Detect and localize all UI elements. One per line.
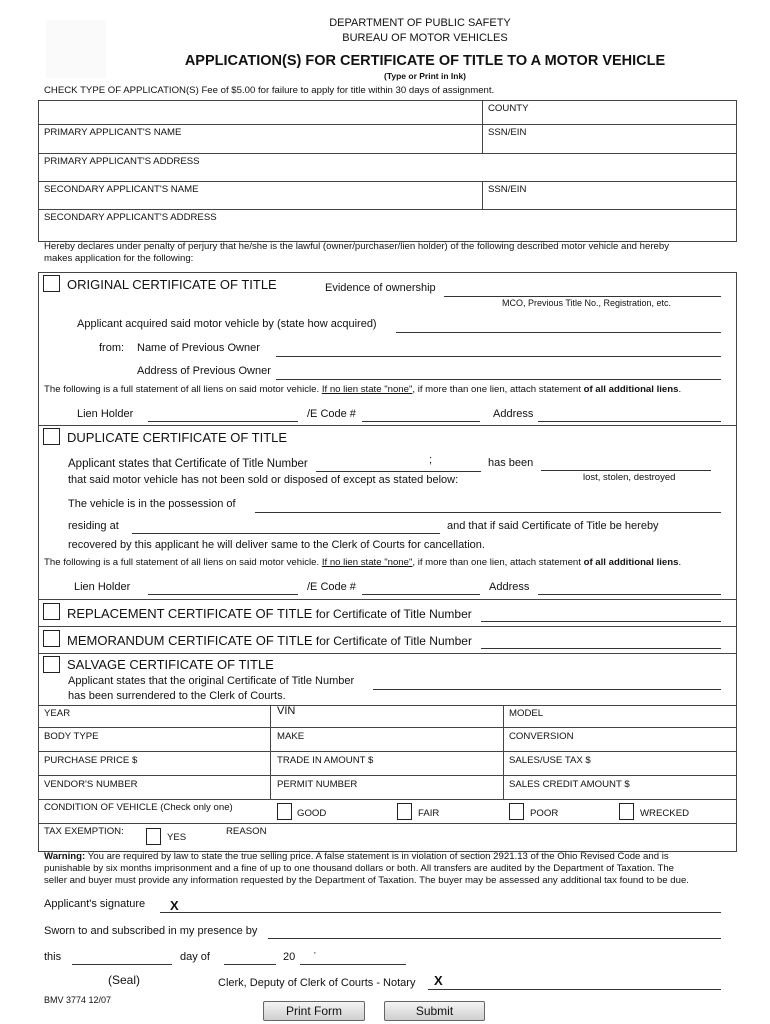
day-field[interactable] (72, 964, 172, 965)
tax-exemption-label: TAX EXEMPTION: (44, 826, 124, 837)
previous-owner-address-label: Address of Previous Owner (137, 365, 271, 377)
condition-poor-label: POOR (530, 808, 559, 819)
year-prefix-label: 20 (283, 951, 296, 963)
ecode-label-1: /E Code # (307, 408, 356, 420)
form-title: APPLICATION(S) FOR CERTIFICATE OF TITLE TO A MOTOR VEHICLE (184, 53, 666, 69)
condition-wrecked-label: WRECKED (640, 808, 690, 819)
residing-field[interactable] (132, 533, 440, 534)
seal-label: (Seal) (108, 973, 141, 987)
sworn-by-field[interactable] (268, 938, 721, 939)
residing-label: residing at (68, 520, 119, 532)
not-sold-label: that said motor vehicle has not been sold or disposed of except as stated below: (68, 474, 459, 486)
applicant-signature-field[interactable] (160, 912, 721, 913)
tax-exemption-yes-checkbox[interactable] (146, 828, 161, 845)
address-label-1: Address (493, 408, 534, 420)
declaration-line-1: Hereby declares under penalty of perjury that he/she is the lawful (owner/purchaser/lien holder) of the following described motor vehicle and hereby (44, 241, 670, 252)
ecode-field-1[interactable] (362, 421, 480, 422)
salvage-states-label: Applicant states that the original Certificate of Title Number (68, 675, 355, 687)
clerk-label: Clerk, Deputy of Clerk of Courts - Notary (218, 977, 416, 989)
from-label: from: (99, 342, 125, 354)
lien-statement-1: The following is a full statement of all liens on said motor vehicle. If no lien state "none", if more than one lien, attach statement of all additional liens. (44, 384, 682, 395)
sworn-label: Sworn to and subscribed in my presence by (44, 925, 258, 937)
primary-ssn-field[interactable]: SSN/EIN (488, 127, 527, 138)
duplicate-title-checkbox[interactable] (43, 428, 60, 445)
salvage-title-checkbox[interactable] (43, 656, 60, 673)
year-dot: · (313, 947, 317, 959)
primary-applicant-name-field[interactable]: PRIMARY APPLICANT'S NAME (44, 127, 182, 138)
dup-title-number-field[interactable] (316, 471, 481, 472)
vin-field[interactable]: VIN (277, 705, 296, 717)
original-title-heading: ORIGINAL CERTIFICATE OF TITLE (67, 277, 277, 292)
condition-fair-checkbox[interactable] (397, 803, 412, 820)
tax-exemption-reason-label: REASON (226, 826, 267, 837)
bureau-heading: BUREAU OF MOTOR VEHICLES (342, 32, 508, 44)
year-field[interactable]: YEAR (44, 708, 71, 719)
purchase-price-field[interactable]: PURCHASE PRICE $ (44, 755, 138, 766)
lien-holder-field-2[interactable] (148, 594, 298, 595)
condition-good-checkbox[interactable] (277, 803, 292, 820)
lien-statement-2: The following is a full statement of all liens on said motor vehicle. If no lien state "none", if more than one lien, attach statement of all additional liens. (44, 557, 682, 568)
condition-label: CONDITION OF VEHICLE (Check only one) (44, 802, 233, 813)
this-label: this (44, 951, 62, 963)
possession-field[interactable] (255, 512, 721, 513)
model-field[interactable]: MODEL (509, 708, 544, 719)
possession-label: The vehicle is in the possession of (68, 498, 236, 510)
lien-holder-label-2: Lien Holder (74, 581, 131, 593)
address-label-2: Address (489, 581, 530, 593)
previous-owner-field[interactable] (276, 356, 721, 357)
dup-states-label: Applicant states that Certificate of Title Number (68, 458, 308, 470)
hereby-label: and that if said Certificate of Title be hereby (447, 520, 659, 532)
ecode-field-2[interactable] (362, 594, 480, 595)
previous-owner-label: Name of Previous Owner (137, 342, 260, 354)
condition-fair-label: FAIR (418, 808, 440, 819)
has-been-field[interactable] (541, 470, 711, 471)
condition-good-label: GOOD (297, 808, 327, 819)
evidence-field[interactable] (444, 296, 721, 297)
submit-button[interactable]: Submit (384, 1001, 485, 1021)
conversion-field[interactable]: CONVERSION (509, 731, 574, 742)
vendor-number-field[interactable]: VENDOR'S NUMBER (44, 779, 138, 790)
primary-applicant-address-field[interactable]: PRIMARY APPLICANT'S ADDRESS (44, 156, 200, 167)
permit-number-field[interactable]: PERMIT NUMBER (277, 779, 358, 790)
clerk-signature-field[interactable] (428, 989, 721, 990)
mco-hint: MCO, Previous Title No., Registration, etc. (502, 298, 672, 308)
sales-tax-field[interactable]: SALES/USE TAX $ (509, 755, 591, 766)
trade-in-field[interactable]: TRADE IN AMOUNT $ (277, 755, 374, 766)
memorandum-title-heading: MEMORANDUM CERTIFICATE OF TITLE for Certificate of Title Number (67, 633, 472, 648)
original-title-checkbox[interactable] (43, 275, 60, 292)
signature-x-mark: X (170, 898, 179, 913)
secondary-applicant-name-field[interactable]: SECONDARY APPLICANT'S NAME (44, 184, 199, 195)
day-of-label: day of (180, 951, 210, 963)
evidence-label: Evidence of ownership (325, 282, 436, 294)
sales-credit-field[interactable]: SALES CREDIT AMOUNT $ (509, 779, 630, 790)
lien-holder-field-1[interactable] (148, 421, 298, 422)
lien-address-field-2[interactable] (538, 594, 721, 595)
lien-holder-label-1: Lien Holder (77, 408, 134, 420)
body-type-field[interactable]: BODY TYPE (44, 731, 99, 742)
lien-address-field-1[interactable] (538, 421, 721, 422)
declaration-line-2: makes application for the following: (44, 253, 194, 264)
month-field[interactable] (224, 964, 276, 965)
form-subtitle: (Type or Print in Ink) (383, 71, 466, 81)
secondary-ssn-field[interactable]: SSN/EIN (488, 184, 527, 195)
clerk-x-mark: X (434, 973, 443, 988)
secondary-applicant-address-field[interactable]: SECONDARY APPLICANT'S ADDRESS (44, 212, 217, 223)
has-been-label: has been (488, 457, 534, 469)
dept-heading: DEPARTMENT OF PUBLIC SAFETY (329, 17, 511, 29)
county-field[interactable]: COUNTY (488, 103, 529, 114)
form-number: BMV 3774 12/07 (44, 995, 112, 1005)
condition-poor-checkbox[interactable] (509, 803, 524, 820)
replacement-title-number-field[interactable] (481, 621, 721, 622)
warning-line-1: Warning: You are required by law to state the true selling price. A false statement is in violation of section 2921.13 of the Ohio Revised Code and is (44, 851, 669, 862)
tax-exemption-yes-label: YES (167, 832, 187, 843)
previous-owner-address-field[interactable] (276, 379, 721, 380)
surrendered-label: has been surrendered to the Clerk of Courts. (68, 690, 286, 702)
year-suffix-field[interactable] (300, 964, 406, 965)
condition-wrecked-checkbox[interactable] (619, 803, 634, 820)
replacement-title-checkbox[interactable] (43, 603, 60, 620)
ecode-label-2: /E Code # (307, 581, 356, 593)
warning-line-3: seller and buyer must provide any information requested by the Department of Taxation. The buyer may be assessed any additional tax found to be due. (44, 875, 689, 886)
print-form-button[interactable]: Print Form (263, 1001, 365, 1021)
warning-line-2: punishable by six months imprisonment and a fine of up to one thousand dollars or both. All transfers are audited by the Department of Taxation. The (44, 863, 675, 874)
dup-semicolon: ; (429, 454, 433, 466)
check-type-instruction: CHECK TYPE OF APPLICATION(S) Fee of $5.00 for failure to apply for title within 30 days of assignment. (44, 85, 495, 96)
acquired-field[interactable] (396, 332, 721, 333)
duplicate-title-heading: DUPLICATE CERTIFICATE OF TITLE (67, 430, 288, 445)
salvage-title-number-field[interactable] (373, 689, 721, 690)
applicant-signature-label: Applicant's signature (44, 898, 146, 910)
lost-stolen-hint: lost, stolen, destroyed (583, 472, 676, 483)
make-field[interactable]: MAKE (277, 731, 305, 742)
acquired-label: Applicant acquired said motor vehicle by (state how acquired) (77, 318, 377, 330)
recovered-label: recovered by this applicant he will deliver same to the Clerk of Courts for cancellation. (68, 539, 485, 551)
salvage-title-heading: SALVAGE CERTIFICATE OF TITLE (67, 657, 274, 672)
memorandum-title-checkbox[interactable] (43, 630, 60, 647)
replacement-title-heading: REPLACEMENT CERTIFICATE OF TITLE for Certificate of Title Number (67, 606, 472, 621)
memorandum-title-number-field[interactable] (481, 648, 721, 649)
